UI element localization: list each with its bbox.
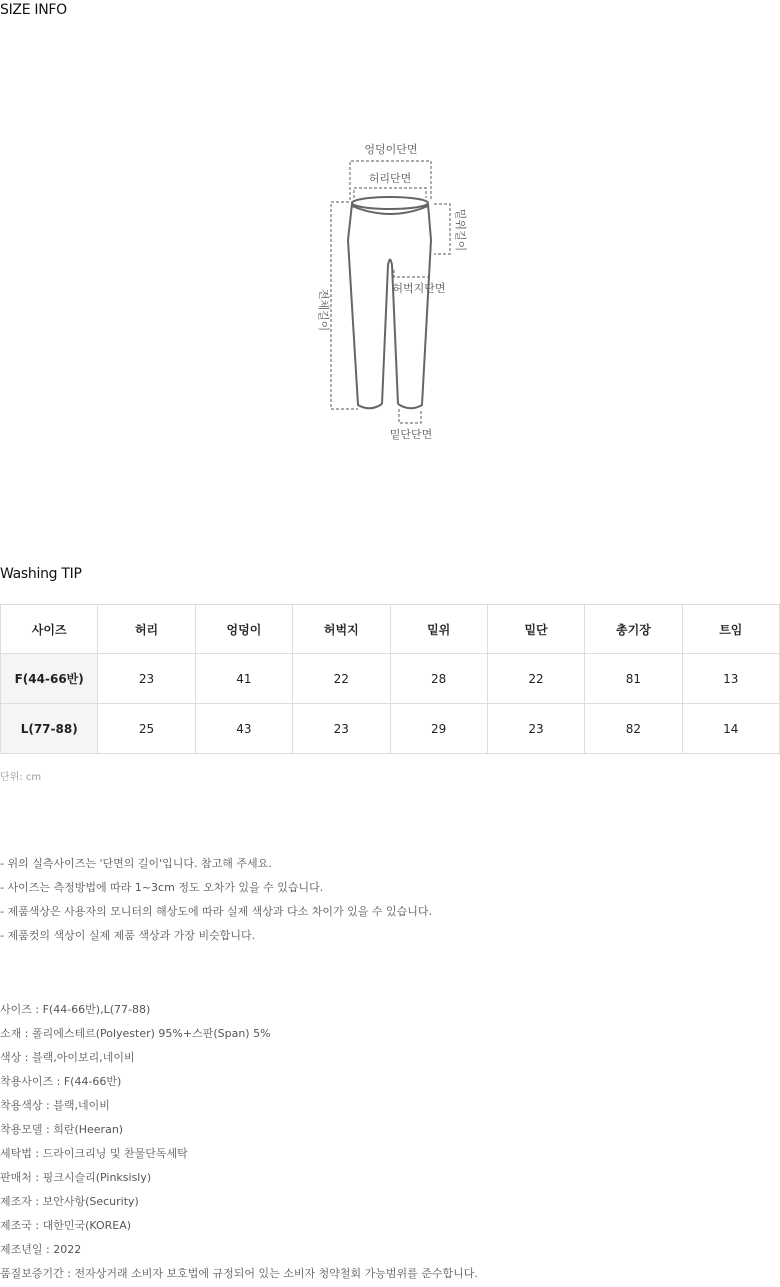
unit-note: 단위: cm <box>0 772 42 783</box>
hem-guide <box>399 409 421 423</box>
table-cell: 13 <box>682 654 779 704</box>
table-cell: 82 <box>585 704 682 754</box>
table-cell: 23 <box>293 704 390 754</box>
table-row <box>1 654 780 704</box>
column-header-hem: 밑단 <box>487 605 584 654</box>
table-cell: 23 <box>487 704 584 754</box>
column-header-total-length: 총기장 <box>585 605 682 654</box>
total-length-guide <box>331 202 358 409</box>
spec-item: 품질보증기간 : 전자상거래 소비자 보호법에 규정되어 있는 소비자 청약철회 가능범위를 준수합니다. <box>0 1267 478 1280</box>
spec-item: 착용모델 : 희란(Heeran) <box>0 1123 124 1136</box>
note-item: - 위의 실측사이즈는 '단면의 길이'입니다. 참고해 주세요. <box>0 857 272 870</box>
leggings-outline <box>348 197 431 408</box>
spec-item: 제조자 : 보안사항(Security) <box>0 1195 139 1208</box>
column-header-waist: 허리 <box>98 605 195 654</box>
table-cell: 29 <box>390 704 487 754</box>
waistband-top <box>352 197 428 209</box>
size-info-heading: SIZE INFO <box>0 2 67 18</box>
washing-tip-heading: Washing TIP <box>0 566 82 582</box>
size-notes-list <box>0 852 432 948</box>
outer-left-leg <box>348 204 382 408</box>
column-header-size: 사이즈 <box>1 605 98 654</box>
size-cell: F(44-66반) <box>1 654 98 704</box>
column-header-slit: 트임 <box>682 605 779 654</box>
hem-label: 밑단단면 <box>389 428 433 441</box>
rise-label: 밑위길이 <box>454 208 467 252</box>
spec-item: 소재 : 폴리에스테르(Polyester) 95%+스판(Span) 5% <box>0 1027 271 1040</box>
spec-item: 사이즈 : F(44-66반),L(77-88) <box>0 1003 151 1016</box>
spec-item: 세탁법 : 드라이크리닝 및 찬물단독세탁 <box>0 1147 188 1160</box>
size-cell: L(77-88) <box>1 704 98 754</box>
table-cell: 81 <box>585 654 682 704</box>
column-header-hip: 엉덩이 <box>195 605 292 654</box>
product-specs-list <box>0 998 478 1286</box>
table-cell: 22 <box>293 654 390 704</box>
table-cell: 25 <box>98 704 195 754</box>
note-item: - 제품컷의 색상이 실제 제품 색상과 가장 비슷합니다. <box>0 929 256 942</box>
total-length-label: 전체길이 <box>317 288 330 332</box>
table-cell: 43 <box>195 704 292 754</box>
hip-label: 엉덩이단면 <box>364 143 418 156</box>
table-cell: 41 <box>195 654 292 704</box>
spec-item: 제조년일 : 2022 <box>0 1243 82 1256</box>
waist-label: 허리단면 <box>368 172 412 185</box>
size-table <box>0 604 780 754</box>
table-cell: 23 <box>98 654 195 704</box>
column-header-thigh: 허벅지 <box>293 605 390 654</box>
leggings-measurement-diagram <box>300 138 480 448</box>
note-item: - 제품색상은 사용자의 모니터의 해상도에 따라 실제 색상과 다소 차이가 있을 수 있습니다. <box>0 905 432 918</box>
spec-item: 판매처 : 핑크시슬리(Pinksisly) <box>0 1171 152 1184</box>
rise-guide <box>434 204 450 254</box>
table-cell: 28 <box>390 654 487 704</box>
spec-item: 착용색상 : 블랙,네이비 <box>0 1099 110 1112</box>
thigh-guide <box>394 268 429 277</box>
column-header-rise: 밑위 <box>390 605 487 654</box>
spec-item: 제조국 : 대한민국(KOREA) <box>0 1219 132 1232</box>
table-header-row <box>1 605 780 654</box>
thigh-label: 허벅지단면 <box>392 282 446 295</box>
outer-right-leg <box>398 204 431 408</box>
spec-item: 색상 : 블랙,아이보리,네이비 <box>0 1051 135 1064</box>
table-cell: 22 <box>487 654 584 704</box>
table-cell: 14 <box>682 704 779 754</box>
spec-item: 착용사이즈 : F(44-66반) <box>0 1075 122 1088</box>
table-row <box>1 704 780 754</box>
note-item: - 사이즈는 측정방법에 따라 1~3cm 정도 오차가 있을 수 있습니다. <box>0 881 324 894</box>
